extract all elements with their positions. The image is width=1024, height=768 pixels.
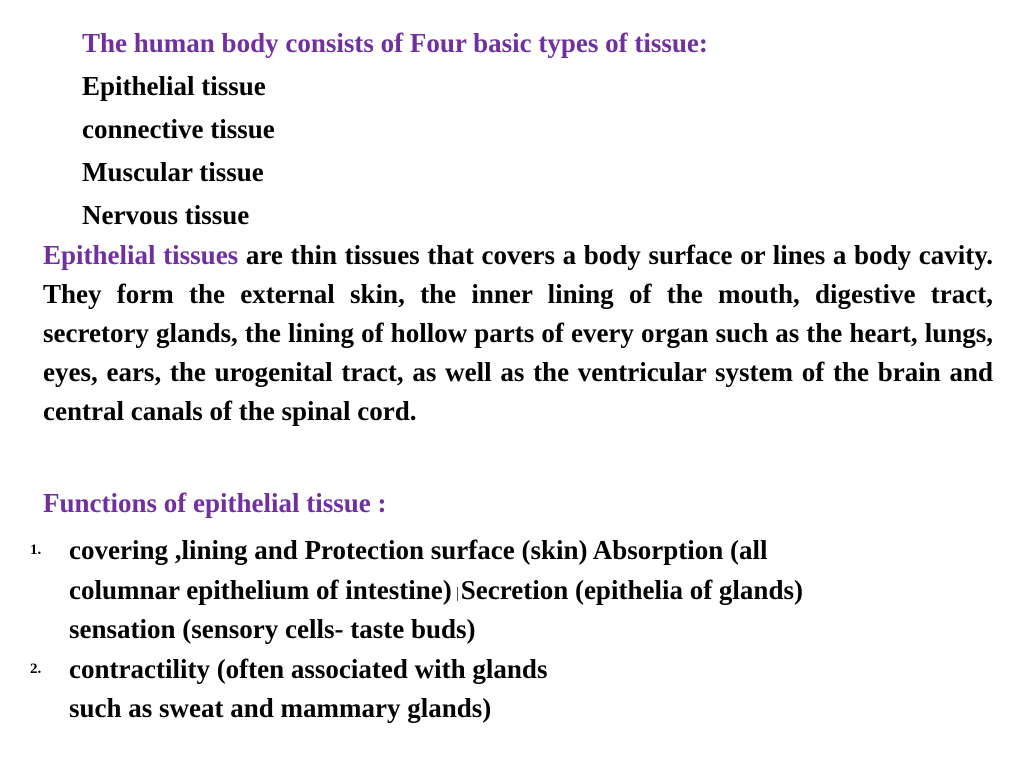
list-item: [0, 650, 1000, 729]
epithelial-description: [43, 236, 993, 431]
functions-list: [0, 531, 1000, 729]
functions-heading: Functions of epithelial tissue :: [43, 488, 387, 518]
separator-mark: [457, 587, 458, 601]
tissue-type-connective: connective tissue: [82, 114, 275, 144]
intro-heading: The human body consists of Four basic types of tissue:: [82, 28, 708, 58]
list-item-text: columnar epithelium of intestine): [69, 574, 452, 605]
list-item-text: Secretion (epithelia of glands): [460, 574, 803, 605]
tissue-type-muscular: Muscular tissue: [82, 157, 264, 187]
list-item-line: such as sweat and mammary glands): [69, 693, 492, 723]
tissue-type-nervous: Nervous tissue: [82, 200, 250, 230]
list-item-line: contractility (often associated with glands: [69, 653, 548, 684]
list-item: [0, 531, 1000, 650]
list-item-number: 1.: [30, 542, 42, 558]
epithelial-term: Epithelial tissues: [43, 240, 239, 270]
list-item-number: 2.: [30, 660, 42, 677]
epithelial-description-text: are thin tissues that covers a body surface or lines a body cavity. They form the external skin, the inner lining of the mouth, digestive tract, secretory glands, the lining of hollow parts of every organ such as the heart, lungs, eyes, ears, the urogenital tract, as well as the ventricular system of the brain and central canals of the spinal cord.: [43, 240, 993, 426]
list-item-line: sensation (sensory cells- taste buds): [69, 614, 476, 644]
list-item-line: covering ,lining and Protection surface (skin) Absorption (all: [69, 535, 768, 565]
tissue-types-block: [82, 22, 708, 237]
list-item-line: [69, 571, 1000, 611]
tissue-type-epithelial: Epithelial tissue: [82, 71, 266, 101]
